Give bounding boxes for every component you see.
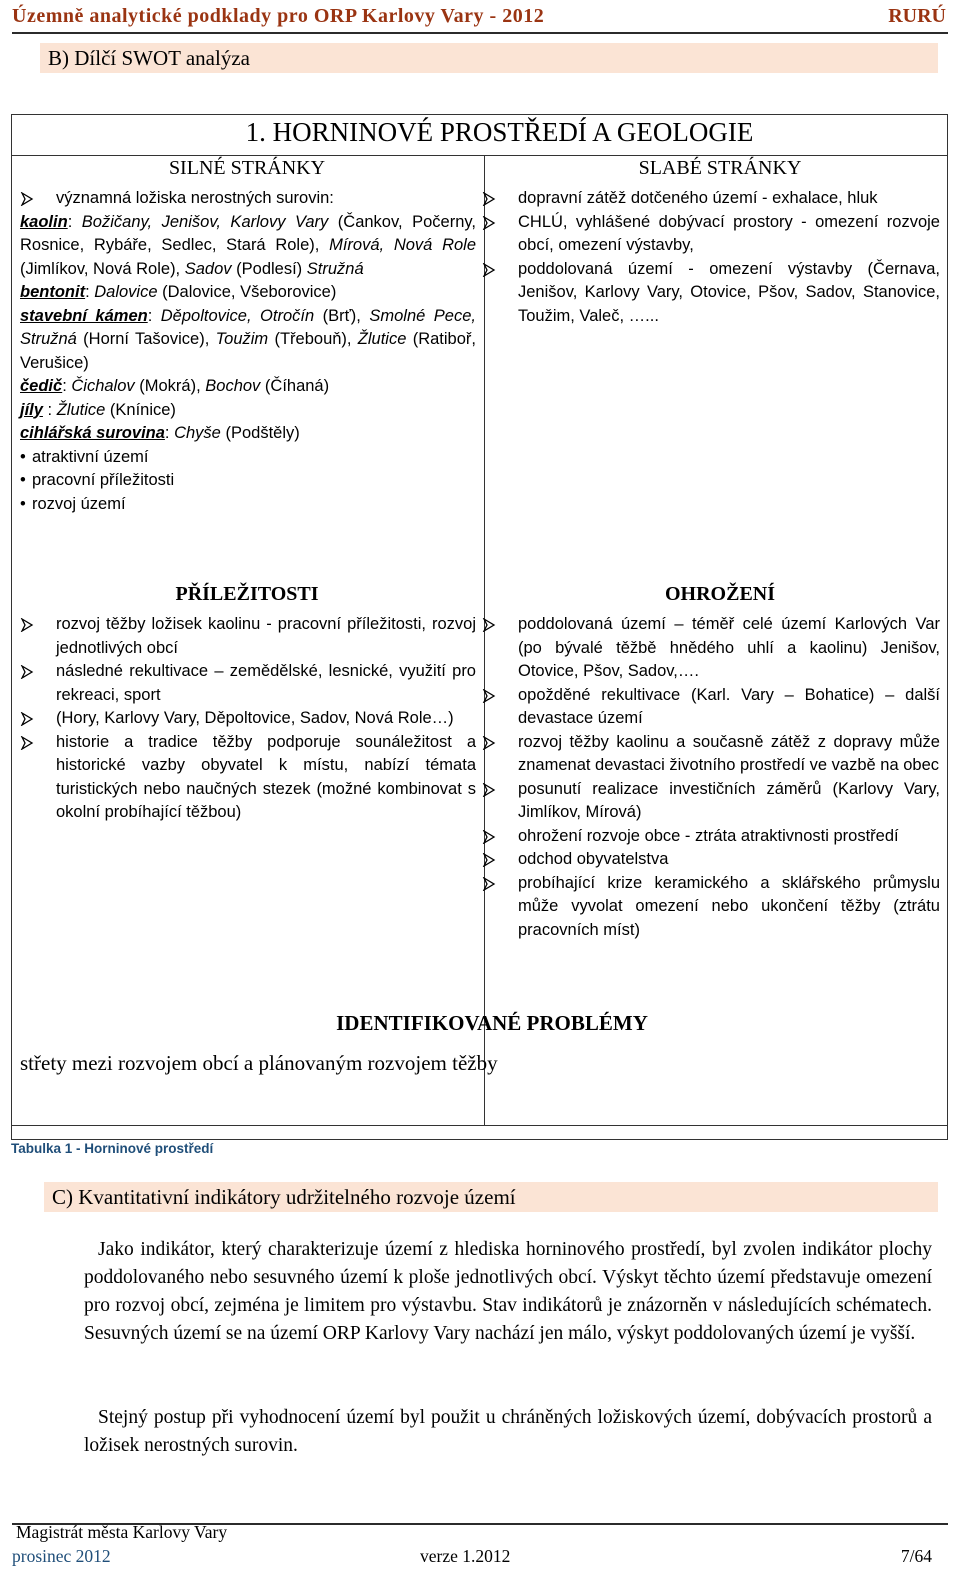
paragraph: Jako indikátor, který charakterizuje území z hlediska horninového prostředí, byl zvolen indikátor plochy poddolovaného nebo sesuvného území k ploše jednotlivých obcí. Výskyt těchto území představuje omezení pro rozvoj obcí, zejména je limitem pro výstavbu. Stav indikátorů je znázorněn v následujících schématech. Sesuvných území se na území ORP Karlovy Vary nachází jen málo, výskyt poddolovaných území je vyšší. (84, 1239, 932, 1344)
list-item: opožděné rekultivace (Karl. Vary – Bohatice) – další devastace území (482, 684, 940, 731)
list-item: rozvoj těžby ložisek kaolinu - pracovní příležitosti, rozvoj jednotlivých obcí (20, 613, 476, 660)
table-divider (12, 1125, 947, 1126)
arrow-bullet-icon (482, 613, 502, 640)
header-tag: RURÚ (888, 5, 946, 27)
opportunities-list (20, 613, 476, 825)
list-item: významná ložiska nerostných surovin: (20, 187, 476, 211)
list-item: posunutí realizace investičních záměrů (Karlovy Vary, Jimlíkov, Mírová) (482, 778, 940, 825)
problems-heading: IDENTIFIKOVANÉ PROBLÉMY (336, 1011, 648, 1035)
strengths-heading: SILNÉ STRÁNKY (168, 157, 326, 179)
arrow-bullet-icon (20, 731, 40, 758)
list-item: následné rekultivace – zemědělské, lesnické, využití pro rekreaci, sport (20, 660, 476, 707)
list-item: historie a tradice těžby podporuje sounáležitost a historické vazby obyvatel k místu, nabízí témata turistických nebo naučných stezek (možné kombinovat s okolní probíhající těžbou) (20, 731, 476, 825)
footer-date: prosinec 2012 (12, 1546, 111, 1566)
paragraph: Stejný postup při vyhodnocení území byl použit u chráněných ložiskových území, dobývacích prostorů a ložisek nerostných surovin. (84, 1407, 932, 1456)
table-divider (12, 155, 947, 156)
list-item: probíhající krize keramického a sklářského průmyslu může vyvolat omezení nebo ukončení těžby (ztrátu pracovních míst) (482, 872, 940, 943)
swot-table (11, 114, 948, 1140)
header-title: Územně analytické podklady pro ORP Karlovy Vary - 2012 (12, 5, 545, 27)
problems-text: střety mezi rozvojem obcí a plánovaným rozvojem těžby (20, 1051, 498, 1075)
strengths-list (20, 187, 476, 516)
arrow-bullet-icon (482, 211, 502, 238)
list-item: • pracovní příležitosti (20, 469, 476, 493)
list-item: • atraktivní území (20, 446, 476, 470)
threats-list (482, 613, 940, 942)
section-b-heading: B) Dílčí SWOT analýza (40, 43, 938, 73)
arrow-bullet-icon (482, 258, 502, 285)
kamen-entry: stavební kámen: Děpoltovice, Otročín (Brť), Smolné Pece, Stružná (Horní Tašovice), Toužim (Třebouň), Žlutice (Ratiboř, Verušice) (20, 306, 476, 372)
list-item: ohrožení rozvoje obce - ztráta atraktivnosti prostředí (482, 825, 940, 849)
list-item: odchod obyvatelstva (482, 848, 940, 872)
list-item: dopravní zátěž dotčeného území - exhalace, hluk (482, 187, 940, 211)
arrow-bullet-icon (482, 731, 502, 758)
table-title: 1. HORNINOVÉ PROSTŘEDÍ A GEOLOGIE (245, 117, 754, 147)
kaolin-entry: kaolin: Božičany, Jenišov, Karlovy Vary (Čankov, Počerny, Rosnice, Rybáře, Sedlec, Stará Role), Mírová, Nová Role (Jimlíkov, Nová Role), Sadov (Podlesí) Stružná (20, 212, 477, 278)
threats-heading: OHROŽENÍ (664, 583, 776, 605)
footer-version: verze 1.2012 (420, 1546, 511, 1566)
arrow-bullet-icon (20, 660, 40, 687)
opportunities-heading: PŘÍLEŽITOSTI (175, 583, 319, 605)
arrow-bullet-icon (482, 872, 502, 899)
footer-page-number: 7/64 (900, 1546, 932, 1566)
table-caption: Tabulka 1 - Horninové prostředí (11, 1141, 214, 1156)
jily-entry: jíly : Žlutice (Knínice) (20, 400, 176, 419)
page-header (12, 2, 948, 34)
arrow-bullet-icon (20, 187, 40, 214)
list-item: (Hory, Karlovy Vary, Děpoltovice, Sadov, Nová Role…) (20, 707, 476, 731)
weaknesses-heading: SLABÉ STRÁNKY (638, 157, 802, 179)
bentonit-entry: bentonit: Dalovice (Dalovice, Všeborovice) (20, 283, 337, 301)
arrow-bullet-icon (482, 778, 502, 805)
list-item: poddolovaná území – téměř celé území Karlových Var (po bývalé těžbě hnědého uhlí a kaolinu) Jenišov, Otovice, Pšov, Sadov,…. (482, 613, 940, 684)
cedic-entry: čedič: Čichalov (Mokrá), Bochov (Číhaná) (20, 377, 330, 395)
list-item: • rozvoj území (20, 493, 476, 517)
section-c-heading: C) Kvantitativní indikátory udržitelného rozvoje území (44, 1182, 938, 1212)
cihlarska-entry: cihlářská surovina: Chyše (Podštěly) (20, 424, 300, 442)
arrow-bullet-icon (20, 613, 40, 640)
list-item: CHLÚ, vyhlášené dobývací prostory - omezení rozvoje obcí, omezení výstavby, (482, 211, 940, 258)
weaknesses-list (482, 187, 940, 328)
footer-organization: Magistrát města Karlovy Vary (16, 1522, 228, 1542)
arrow-bullet-icon (482, 684, 502, 711)
list-item: poddolovaná území - omezení výstavby (Černava, Jenišov, Karlovy Vary, Otovice, Pšov, Sadov, Stanovice, Toužim, Valeč, …... (482, 258, 940, 329)
list-item: rozvoj těžby kaolinu a současně zátěž z dopravy může znamenat devastaci životního prostředí ve vazbě na obec (482, 731, 940, 778)
